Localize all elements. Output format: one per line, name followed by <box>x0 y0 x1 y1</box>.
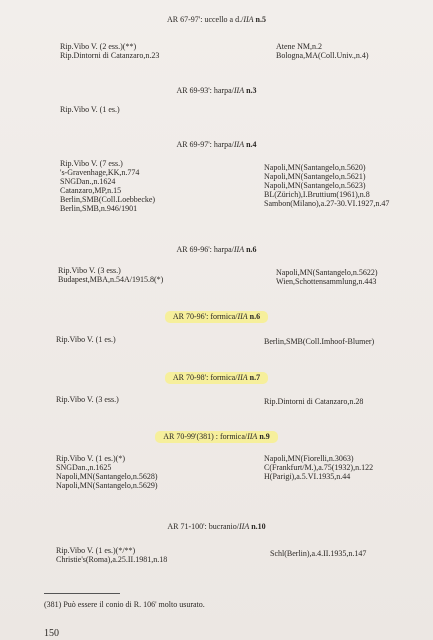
die-pair: AR 67-97': uccello a d./ <box>167 15 244 24</box>
highlighted-heading <box>155 431 278 443</box>
die-number: n.6 <box>247 312 261 321</box>
highlighted-heading <box>165 372 268 384</box>
collection-item: Napoli,MN(Fiorelli,n.3063) <box>264 454 354 463</box>
page-number: 150 <box>44 628 59 639</box>
collection-item: Berlin,SMB(Coll.Loebbecke) <box>60 195 156 204</box>
die-number: n.7 <box>247 373 261 382</box>
collection-item: Rip.Vibo V. (1 es.) <box>60 105 120 114</box>
die-number: n.5 <box>253 15 266 24</box>
collection-item: SNGDan.,n.1624 <box>60 177 116 186</box>
collections-right <box>270 549 366 558</box>
collection-item: Napoli,MN(Santangelo,n.5622) <box>276 268 378 277</box>
die-number: n.9 <box>257 432 270 441</box>
die-group: IIA <box>238 522 250 531</box>
collection-item: Berlin,SMB(Coll.Imhoof-Blumer) <box>264 337 375 346</box>
footnote: (381) Può essere il conio di R. 106' molto usurato. <box>44 600 205 609</box>
collections-left <box>56 546 167 564</box>
collections-left <box>60 42 159 60</box>
collection-item: Christie's(Roma),a.25.II.1981,n.18 <box>56 555 168 564</box>
entry-heading <box>0 140 433 150</box>
entry-heading <box>0 522 433 532</box>
die-group: IIA <box>243 15 254 24</box>
collections-left <box>56 454 158 490</box>
collection-item: C(Frankfurt/M.),a.75(1932),n.122 <box>264 463 374 472</box>
die-pair: AR 69-93': harpa/ <box>176 86 234 95</box>
collection-item: Rip.Vibo V. (3 ess.) <box>58 266 121 275</box>
die-number: n.6 <box>244 245 257 254</box>
entry-heading <box>0 15 433 25</box>
collection-item: Berlin,SMB,n.946/1901 <box>60 204 138 213</box>
die-pair: AR 70-98': formica/ <box>172 373 238 382</box>
collections-left <box>56 395 119 404</box>
die-group: IIA <box>247 432 258 441</box>
die-group: IIA <box>237 373 248 382</box>
collection-item: Atene NM,n.2 <box>276 42 322 51</box>
entry-heading <box>0 245 433 255</box>
collection-item: 's-Gravenhage,KK,n.774 <box>60 168 140 177</box>
die-pair: AR 69-97': harpa/ <box>176 140 234 149</box>
collection-item: Napoli,MN(Santangelo,n.5629) <box>56 481 158 490</box>
collection-item: Rip.Vibo V. (1 es.)(*/**) <box>56 546 136 555</box>
footnote-rule <box>44 593 120 594</box>
die-pair: AR 69-96': harpa/ <box>176 245 234 254</box>
die-number: n.3 <box>244 86 257 95</box>
collection-item: Bologna,MA(Coll.Univ.,n.4) <box>276 51 369 60</box>
collection-item: Napoli,MN(Santangelo,n.5620) <box>264 163 366 172</box>
collection-item: BL(Zürich),I.Bruttium(1961),n.8 <box>264 190 370 199</box>
collections-left <box>56 335 116 344</box>
collection-item: Rip.Vibo V. (3 ess.) <box>56 395 119 404</box>
die-number: n.4 <box>244 140 257 149</box>
collections-right <box>264 397 363 406</box>
die-pair: AR 71-100': bucranio/ <box>167 522 239 531</box>
entry-heading <box>0 86 433 96</box>
die-group: IIA <box>233 245 245 254</box>
collection-item: Wien,Schottensammlung,n.443 <box>276 277 377 286</box>
collection-item: Catanzaro,MP,n.15 <box>60 186 122 195</box>
collections-left <box>60 105 120 114</box>
collection-item: Napoli,MN(Santangelo,n.5621) <box>264 172 366 181</box>
collection-item: H(Parigi),a.5.VI.1935,n.44 <box>264 472 351 481</box>
die-number: n.10 <box>249 522 266 531</box>
collection-item: Rip.Vibo V. (1 es.) <box>56 335 116 344</box>
die-group: IIA <box>233 86 245 95</box>
collection-item: Sambon(Milano),a.27-30.VI.1927,n.47 <box>264 199 390 208</box>
collection-item: Schl(Berlin),a.4.II.1935,n.147 <box>270 549 367 558</box>
entry-heading <box>0 431 433 443</box>
die-pair: AR 70-99'(381) : formica/ <box>163 432 248 441</box>
collection-item: Rip.Vibo V. (1 es.)(*) <box>56 454 125 463</box>
die-pair: AR 70-96': formica/ <box>172 312 238 321</box>
entry-heading <box>0 372 433 384</box>
collections-left <box>58 266 163 284</box>
collection-item: Napoli,MN(Santangelo,n.5628) <box>56 472 158 481</box>
die-group: IIA <box>237 312 248 321</box>
collection-item: SNGDan.,n.1625 <box>56 463 112 472</box>
collection-item: Napoli,MN(Santangelo,n.5623) <box>264 181 366 190</box>
collection-item: Rip.Dintorni di Catanzaro,n.28 <box>264 397 364 406</box>
collections-right <box>264 337 374 346</box>
die-group: IIA <box>233 140 245 149</box>
highlighted-heading <box>165 311 268 323</box>
collections-right <box>264 454 373 481</box>
collection-item: Rip.Vibo V. (2 ess.)(**) <box>60 42 137 51</box>
collections-left <box>60 159 155 213</box>
collection-item: Budapest,MBA,n.54A/1915.8(*) <box>58 275 164 284</box>
collections-right <box>264 163 389 208</box>
collections-right <box>276 268 378 286</box>
collections-right <box>276 42 369 60</box>
collection-item: Rip.Dintorni di Catanzaro,n.23 <box>60 51 160 60</box>
entry-heading <box>0 311 433 323</box>
collection-item: Rip.Vibo V. (7 ess.) <box>60 159 123 168</box>
